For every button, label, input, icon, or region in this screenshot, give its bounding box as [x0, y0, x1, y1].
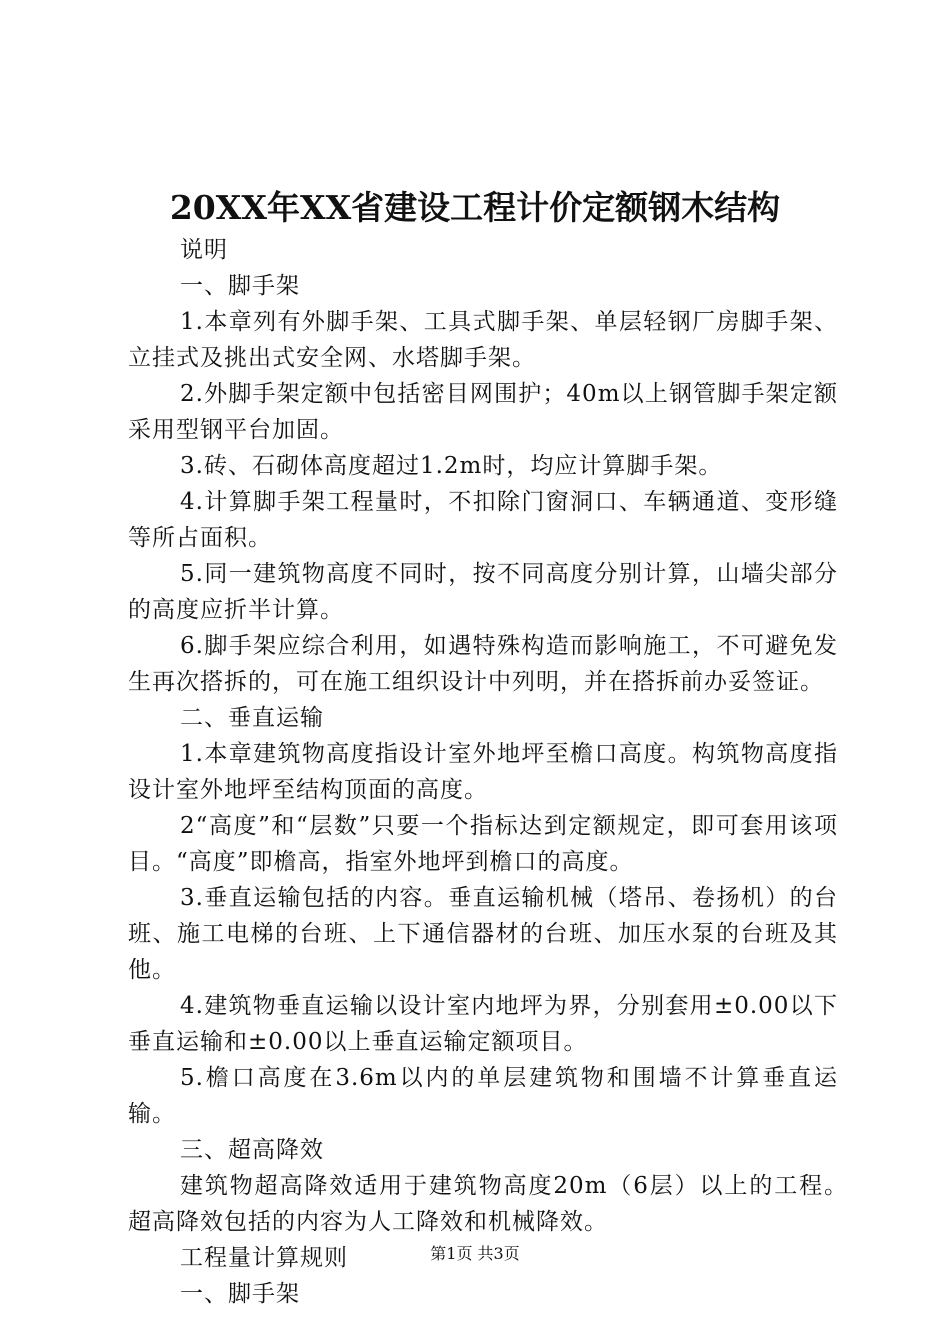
section-heading-quantity-rules: 工程量计算规则 — [180, 1245, 348, 1271]
section-heading-vertical-transport: 二、垂直运输 — [180, 705, 324, 731]
document-title: 20XX年XX省建设工程计价定额钢木结构 — [169, 188, 781, 227]
paragraph-explanation: 说明 — [180, 237, 228, 263]
paragraph: 4.建筑物垂直运输以设计室内地坪为界，分别套用±0.00以下垂直运输和±0.00以上垂直运输定额项目。 — [128, 993, 838, 1055]
paragraph: 3.砖、石砌体高度超过1.2m时，均应计算脚手架。 — [180, 453, 723, 479]
paragraph: 2“高度”和“层数”只要一个指标达到定额规定，即可套用该项目。“高度”即檐高，指室外地坪到檐口的高度。 — [128, 813, 838, 875]
document-body — [128, 232, 848, 1312]
section-heading-scaffolding: 一、脚手架 — [180, 273, 300, 299]
paragraph: 2.外脚手架定额中包括密目网围护；40m以上钢管脚手架定额采用型钢平台加固。 — [128, 381, 838, 443]
paragraph: 4.计算脚手架工程量时，不扣除门窗洞口、车辆通道、变形缝等所占面积。 — [128, 489, 838, 551]
paragraph: 1.本章列有外脚手架、工具式脚手架、单层轻钢厂房脚手架、立挂式及挑出式安全网、水塔脚手架。 — [128, 309, 838, 371]
paragraph: 5.檐口高度在3.6m以内的单层建筑物和围墙不计算垂直运输。 — [128, 1065, 838, 1127]
section-heading-efficiency-reduction: 三、超高降效 — [180, 1137, 324, 1163]
paragraph: 3.垂直运输包括的内容。垂直运输机械（塔吊、卷扬机）的台班、施工电梯的台班、上下通信器材的台班、加压水泵的台班及其他。 — [128, 885, 838, 983]
paragraph: 1.本章建筑物高度指设计室外地坪至檐口高度。构筑物高度指设计室外地坪至结构顶面的高度。 — [128, 741, 838, 803]
paragraph: 6.脚手架应综合利用，如遇特殊构造而影响施工，不可避免发生再次搭拆的，可在施工组织设计中列明，并在搭拆前办妥签证。 — [128, 633, 838, 695]
paragraph: 建筑物超高降效适用于建筑物高度20m（6层）以上的工程。超高降效包括的内容为人工降效和机械降效。 — [128, 1173, 848, 1235]
page-footer: 第1页 共3页 — [430, 1244, 520, 1263]
paragraph: 5.同一建筑物高度不同时，按不同高度分别计算，山墙尖部分的高度应折半计算。 — [128, 561, 838, 623]
section-heading-scaffolding-rules: 一、脚手架 — [180, 1281, 300, 1307]
